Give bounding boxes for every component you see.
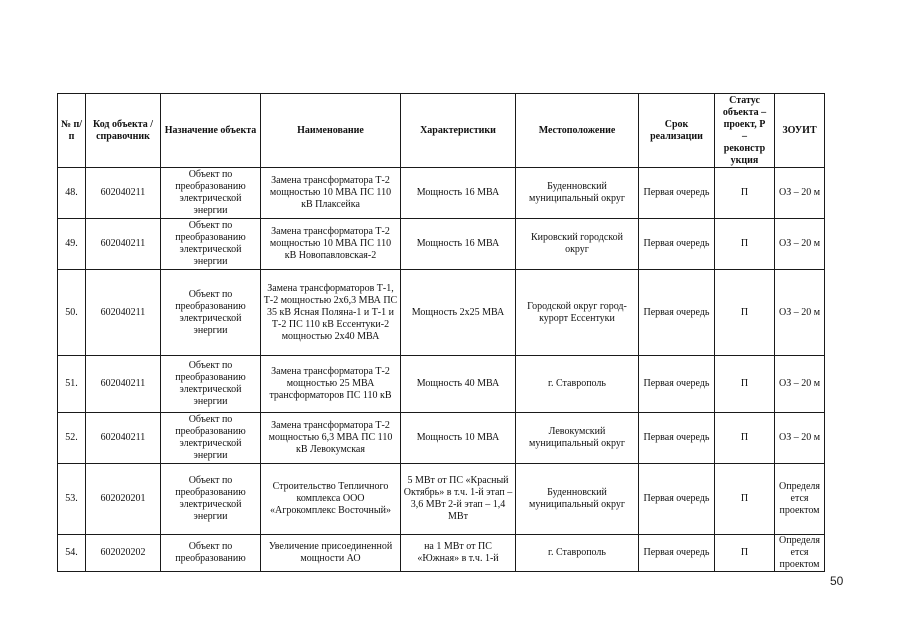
page-number: 50 xyxy=(830,574,844,588)
cell-num: 54. xyxy=(58,535,86,572)
cell-code: 602020201 xyxy=(86,464,161,535)
cell-zouit: ОЗ – 20 м xyxy=(775,168,825,219)
cell-status: П xyxy=(715,535,775,572)
cell-characteristics: Мощность 16 МВА xyxy=(401,219,516,270)
cell-name: Замена трансформатора Т-2 мощностью 10 МВА ПС 110 кВ Плаксейка xyxy=(261,168,401,219)
table-row xyxy=(58,413,825,464)
cell-location: Буденновский муниципальный округ xyxy=(516,168,639,219)
cell-term: Первая очередь xyxy=(639,413,715,464)
cell-purpose: Объект по преобразованию электрической энергии xyxy=(161,168,261,219)
cell-num: 52. xyxy=(58,413,86,464)
cell-status: П xyxy=(715,168,775,219)
cell-num: 50. xyxy=(58,270,86,356)
cell-zouit: ОЗ – 20 м xyxy=(775,413,825,464)
header-status-line: укция xyxy=(730,154,759,166)
header-purpose: Назначение объекта xyxy=(161,94,261,168)
table-header-row xyxy=(58,94,825,168)
cell-purpose: Объект по преобразованию xyxy=(161,535,261,572)
cell-characteristics: Мощность 16 МВА xyxy=(401,168,516,219)
cell-purpose: Объект по преобразованию электрической энергии xyxy=(161,219,261,270)
cell-name: Строительство Тепличного комплекса ООО «Агрокомплекс Восточный» xyxy=(261,464,401,535)
cell-name: Замена трансформаторов Т-1, Т-2 мощностью 2х6,3 МВА ПС 35 кВ Ясная Поляна-1 и Т-1 и Т-2 ПС 110 кВ Ессентуки-2 мощностью 2х40 МВА xyxy=(261,270,401,356)
cell-purpose: Объект по преобразованию электрической энергии xyxy=(161,413,261,464)
cell-code: 602020202 xyxy=(86,535,161,572)
cell-purpose: Объект по преобразованию электрической энергии xyxy=(161,356,261,413)
table-row xyxy=(58,270,825,356)
cell-location: Левокумский муниципальный округ xyxy=(516,413,639,464)
cell-zouit: Определяется проектом xyxy=(775,535,825,572)
cell-characteristics: Мощность 2х25 МВА xyxy=(401,270,516,356)
cell-characteristics: Мощность 40 МВА xyxy=(401,356,516,413)
table-row xyxy=(58,168,825,219)
header-status-line: проект, Р xyxy=(723,118,766,130)
cell-location: Городской округ город-курорт Ессентуки xyxy=(516,270,639,356)
cell-term: Первая очередь xyxy=(639,270,715,356)
cell-purpose: Объект по преобразованию электрической энергии xyxy=(161,270,261,356)
header-num: № п/п xyxy=(58,94,86,168)
header-name: Наименование xyxy=(261,94,401,168)
cell-purpose: Объект по преобразованию электрической энергии xyxy=(161,464,261,535)
objects-table xyxy=(57,93,825,572)
cell-location: Кировский городской округ xyxy=(516,219,639,270)
header-zouit: ЗОУИТ xyxy=(775,94,825,168)
cell-status: П xyxy=(715,219,775,270)
cell-term: Первая очередь xyxy=(639,168,715,219)
cell-code: 602040211 xyxy=(86,219,161,270)
cell-status: П xyxy=(715,413,775,464)
table-row xyxy=(58,356,825,413)
cell-zouit: Определяется проектом xyxy=(775,464,825,535)
header-term: Срок реализации xyxy=(639,94,715,168)
cell-location: г. Ставрополь xyxy=(516,535,639,572)
cell-zouit: ОЗ – 20 м xyxy=(775,356,825,413)
cell-name: Замена трансформатора Т-2 мощностью 10 МВА ПС 110 кВ Новопавловская-2 xyxy=(261,219,401,270)
table-row xyxy=(58,219,825,270)
cell-code: 602040211 xyxy=(86,356,161,413)
cell-term: Первая очередь xyxy=(639,219,715,270)
cell-location: Буденновский муниципальный округ xyxy=(516,464,639,535)
cell-term: Первая очередь xyxy=(639,535,715,572)
cell-characteristics: Мощность 10 МВА xyxy=(401,413,516,464)
header-status-line: – xyxy=(742,130,747,142)
cell-characteristics: 5 МВт от ПС «Красный Октябрь» в т.ч. 1-й этап – 3,6 МВт 2-й этап – 1,4 МВт xyxy=(401,464,516,535)
cell-term: Первая очередь xyxy=(639,356,715,413)
cell-name: Замена трансформатора Т-2 мощностью 6,3 МВА ПС 110 кВ Левокумская xyxy=(261,413,401,464)
cell-code: 602040211 xyxy=(86,168,161,219)
cell-location: г. Ставрополь xyxy=(516,356,639,413)
cell-code: 602040211 xyxy=(86,413,161,464)
cell-characteristics: на 1 МВт от ПС «Южная» в т.ч. 1-й xyxy=(401,535,516,572)
cell-num: 48. xyxy=(58,168,86,219)
cell-zouit: ОЗ – 20 м xyxy=(775,219,825,270)
header-status xyxy=(715,94,775,168)
table-row xyxy=(58,464,825,535)
header-status-line: объекта – xyxy=(722,106,767,118)
header-location: Местоположение xyxy=(516,94,639,168)
cell-term: Первая очередь xyxy=(639,464,715,535)
header-status-line: реконстр xyxy=(723,142,766,154)
cell-status: П xyxy=(715,270,775,356)
cell-num: 49. xyxy=(58,219,86,270)
cell-zouit: ОЗ – 20 м xyxy=(775,270,825,356)
header-characteristics: Характеристики xyxy=(401,94,516,168)
header-status-line: Статус xyxy=(729,94,760,106)
cell-code: 602040211 xyxy=(86,270,161,356)
cell-status: П xyxy=(715,356,775,413)
cell-num: 53. xyxy=(58,464,86,535)
table-row xyxy=(58,535,825,572)
cell-name: Замена трансформатора Т-2 мощностью 25 МВА трансформаторов ПС 110 кВ xyxy=(261,356,401,413)
cell-num: 51. xyxy=(58,356,86,413)
header-code: Код объекта / справочник xyxy=(86,94,161,168)
cell-status: П xyxy=(715,464,775,535)
cell-name: Увеличение присоединенной мощности АО xyxy=(261,535,401,572)
